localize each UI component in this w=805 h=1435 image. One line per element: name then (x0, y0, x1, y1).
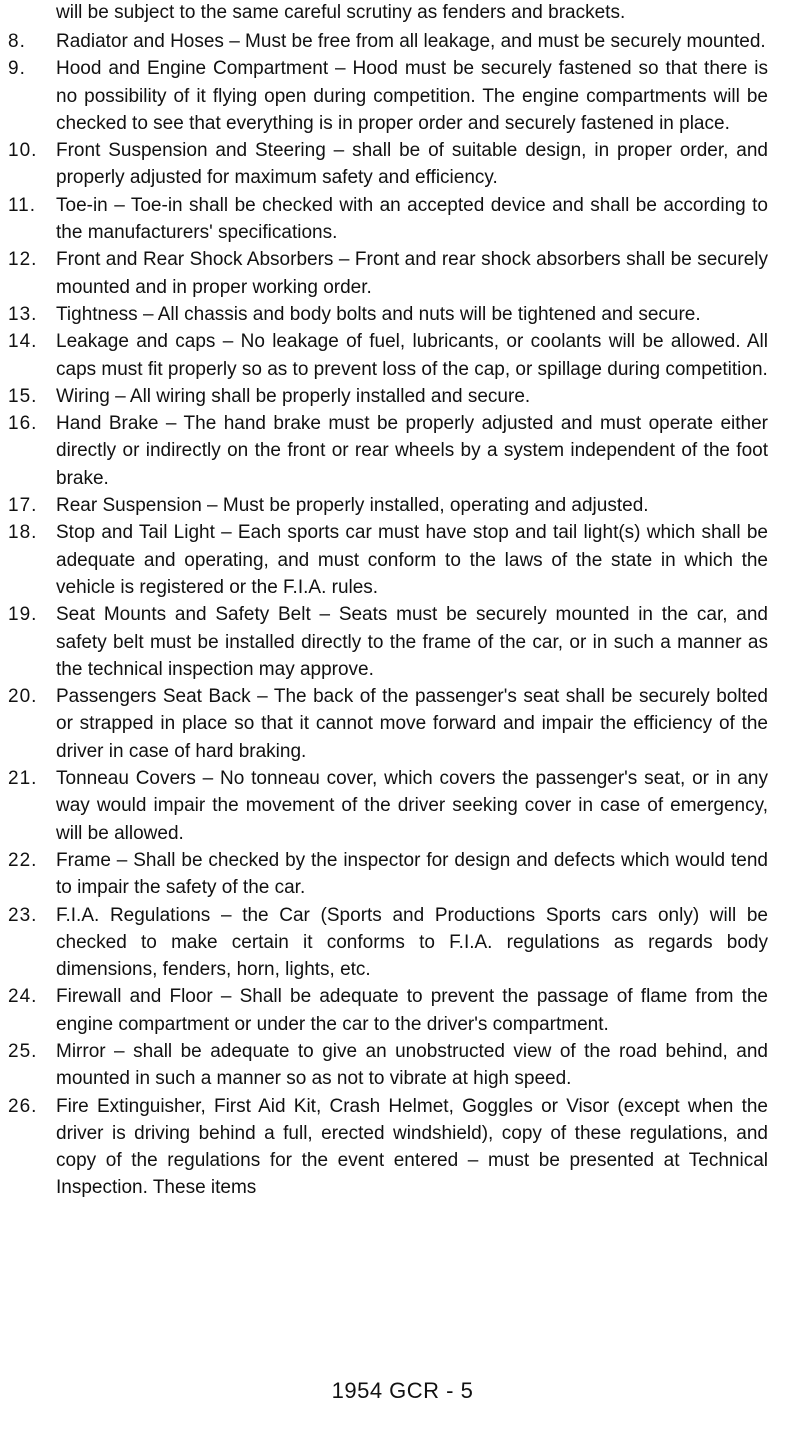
rule-number: 17. (8, 495, 38, 517)
rule-number: 9. (8, 58, 26, 80)
rule-text: Hand Brake – The hand brake must be properly adjusted and must operate either directly or indirectly on the front or rear wheels by a system independent of the foot brake. (56, 413, 768, 489)
rule-text: Fire Extinguisher, First Aid Kit, Crash Helmet, Goggles or Visor (except when the driver is driving behind a full, erected windshield), copy of these regulations, and copy of the regulations for the event entered – must be presented at Technical Inspection. These items (56, 1095, 768, 1199)
rule-item (0, 246, 768, 301)
rule-number: 26. (8, 1095, 38, 1117)
rule-text: Toe-in – Toe-in shall be checked with an accepted device and shall be according to the manufacturers' specifications. (56, 194, 768, 244)
rules-list (0, 28, 805, 1202)
rule-number: 10. (8, 140, 38, 162)
rule-item (0, 983, 768, 1038)
rule-text: Radiator and Hoses – Must be free from all leakage, and must be securely mounted. (56, 31, 766, 52)
rule-number: 12. (8, 249, 38, 271)
rule-number: 25. (8, 1040, 38, 1062)
rule-item (0, 519, 768, 601)
continuation-text: will be subject to the same careful scrutiny as fenders and brackets. (56, 2, 626, 23)
rule-text: Passengers Seat Back – The back of the passenger's seat shall be securely bolted or strapped in place so that it cannot move forward and impair the efficiency of the driver in case of hard braking. (56, 686, 768, 762)
rule-item (0, 192, 768, 247)
rule-item (0, 492, 768, 519)
rule-item (0, 765, 768, 847)
rule-number: 18. (8, 522, 38, 544)
rule-item (0, 301, 768, 328)
rule-text: Mirror – shall be adequate to give an unobstructed view of the road behind, and mounted in such a manner so as not to vibrate at high speed. (56, 1040, 768, 1090)
rule-number: 19. (8, 604, 38, 626)
rule-item (0, 410, 768, 492)
rule-item (0, 137, 768, 192)
rule-number: 8. (8, 31, 26, 52)
rule-text: Firewall and Floor – Shall be adequate to prevent the passage of flame from the engine compartment or under the car to the driver's compartment. (56, 986, 768, 1035)
rule-item (0, 601, 768, 683)
page-footer: 1954 GCR - 5 (331, 1378, 474, 1403)
rule-item (0, 847, 768, 902)
rule-text: F.I.A. Regulations – the Car (Sports and Productions Sports cars only) will be checked to make certain it conforms to F.I.A. regulations as regards body dimensions, fenders, horn, lights, etc. (56, 904, 768, 981)
rule-text: Front and Rear Shock Absorbers – Front and rear shock absorbers shall be securely mounted and in proper working order. (56, 249, 768, 298)
rule-number: 22. (8, 849, 38, 871)
rule-item (0, 1038, 768, 1093)
rule-number: 24. (8, 986, 38, 1008)
rule-text: Tightness – All chassis and body bolts and nuts will be tightened and secure. (56, 303, 701, 325)
rule-item (0, 28, 768, 55)
rule-number: 11. (8, 194, 37, 216)
rule-number: 21. (8, 768, 38, 790)
rule-number: 13. (8, 303, 38, 325)
rule-text: Tonneau Covers – No tonneau cover, which covers the passenger's seat, or in any way would impair the movement of the driver seeking cover in case of emergency, will be allowed. (56, 768, 768, 844)
rule-text: Hood and Engine Compartment – Hood must be securely fastened so that there is no possibility of it flying open during competition. The engine compartments will be checked to see that everything is in proper order and securely fastened in place. (56, 58, 768, 134)
rule-item (0, 1093, 768, 1202)
rule-number: 16. (8, 413, 38, 435)
rule-number: 15. (8, 385, 38, 407)
rule-item (0, 902, 768, 984)
rule-text: Wiring – All wiring shall be properly installed and secure. (56, 385, 531, 407)
rule-item (0, 383, 768, 410)
rule-text: Stop and Tail Light – Each sports car must have stop and tail light(s) which shall be adequate and operating, and must conform to the laws of the state in which the vehicle is registered or the F.I.A. rules. (56, 522, 768, 598)
rule-number: 20. (8, 686, 38, 708)
rule-text: Seat Mounts and Safety Belt – Seats must be securely mounted in the car, and safety belt must be installed directly to the frame of the car, or in such a manner as the technical inspection may approve. (56, 604, 768, 680)
rule-number: 14. (8, 331, 38, 353)
rule-item (0, 683, 768, 765)
rule-text: Leakage and caps – No leakage of fuel, lubricants, or coolants will be allowed. All caps must fit properly so as to prevent loss of the cap, or spillage during competition. (56, 331, 768, 380)
rule-item (0, 55, 768, 137)
rule-item (0, 328, 768, 383)
rule-text: Rear Suspension – Must be properly installed, operating and adjusted. (56, 495, 649, 517)
rule-text: Frame – Shall be checked by the inspector for design and defects which would tend to impair the safety of the car. (56, 849, 768, 899)
rule-number: 23. (8, 904, 38, 926)
rule-text: Front Suspension and Steering – shall be of suitable design, in proper order, and properly adjusted for maximum safety and efficiency. (56, 140, 768, 189)
